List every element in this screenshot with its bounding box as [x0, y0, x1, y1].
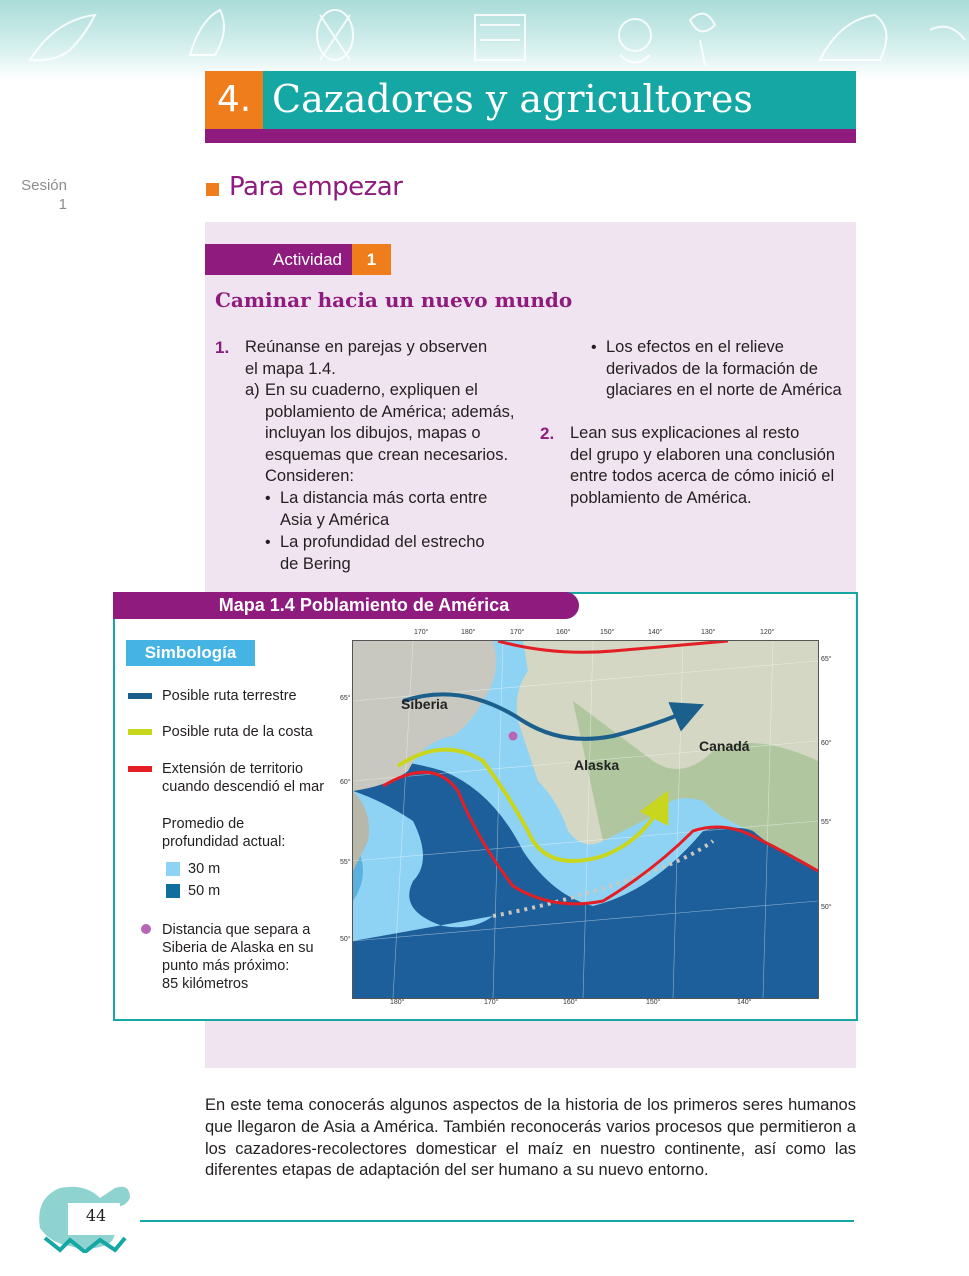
bering-map-graphic [353, 641, 818, 998]
legend-swatch-costa [128, 729, 152, 735]
tick-label: 65° [821, 656, 832, 663]
legend-50m: 50 m [188, 883, 221, 899]
legend-30m: 30 m [188, 861, 221, 877]
text-line: esquemas que crean necesarios. [265, 445, 509, 464]
text-line: glaciares en el norte de América [606, 381, 842, 400]
tick-label: 60° [340, 779, 351, 786]
decorative-drawings-icon [0, 0, 969, 80]
tick-label: 130° [701, 629, 716, 636]
tick-label: 55° [821, 819, 832, 826]
chapter-underline [205, 129, 856, 143]
tick-label: 150° [646, 999, 661, 1006]
text-line: profundidad actual: [162, 834, 286, 850]
text-line: Reúnanse en parejas y observen [245, 338, 488, 356]
bullet-icon: • [265, 534, 271, 551]
text-line: de Bering [280, 554, 351, 573]
legend-costa: Posible ruta de la costa [162, 724, 313, 740]
map-label-siberia: Siberia [401, 696, 448, 712]
text-line: Los efectos en el relieve [606, 338, 784, 356]
text-line: derivados de la formación de [606, 359, 818, 378]
text-line: Promedio de [162, 816, 245, 832]
tick-label: 160° [556, 629, 571, 636]
bullet-icon: • [265, 490, 271, 507]
legend-swatch-30m [166, 862, 180, 876]
activity-title: Caminar hacia un nuevo mundo [215, 288, 573, 312]
item-2-text [570, 423, 835, 509]
tick-label: 50° [821, 904, 832, 911]
text-line: La distancia más corta entre [280, 489, 488, 507]
legend-swatch-50m [166, 884, 180, 898]
tick-label: 60° [821, 740, 832, 747]
bullet-item [606, 337, 842, 402]
legend-terrestre: Posible ruta terrestre [162, 688, 297, 704]
legend-swatch-terrestre [128, 693, 152, 699]
tick-label: 65° [340, 695, 351, 702]
text-line: del grupo y elaboren una conclusión [570, 445, 836, 464]
tick-label: 120° [760, 629, 775, 636]
tick-label: 140° [648, 629, 663, 636]
bullet-icon: • [591, 339, 597, 356]
activity-label: Actividad [205, 244, 352, 275]
legend-dot-distancia [141, 924, 151, 934]
text-line: 85 kilómetros [162, 976, 249, 992]
item-2-number: 2. [540, 424, 555, 443]
map-title: Mapa 1.4 Poblamiento de América [113, 592, 579, 619]
text-line: En su cuaderno, expliquen el [265, 381, 478, 399]
session-number: 1 [58, 196, 67, 213]
tick-label: 50° [340, 936, 351, 943]
tick-label: 170° [414, 629, 429, 636]
section-title: Para empezar [229, 172, 403, 202]
text-line: entre todos acerca de cómo inició el [570, 467, 835, 486]
map-label-alaska: Alaska [574, 757, 620, 773]
tick-label: 150° [600, 629, 615, 636]
legend-profundidad [162, 815, 285, 851]
legend-title: Simbología [126, 640, 255, 666]
text-line: Extensión de territorio [162, 761, 304, 777]
footer-rule [140, 1220, 854, 1222]
page-number: 44 [85, 1206, 107, 1225]
item-1-number: 1. [215, 338, 230, 357]
map-label-canada: Canadá [699, 738, 750, 754]
text-line: Lean sus explicaciones al resto [570, 424, 800, 442]
tick-label: 180° [390, 999, 405, 1006]
text-line: incluyan los dibujos, mapas o [265, 424, 481, 443]
chapter-title: Cazadores y agricultores [272, 77, 753, 121]
tick-label: 140° [737, 999, 752, 1006]
text-line: poblamiento de América; además, [265, 402, 515, 421]
text-line: La profundidad del estrecho [280, 533, 485, 551]
session-marker [10, 176, 67, 214]
section-bullet-square [206, 183, 219, 196]
text-line: punto más próximo: [162, 958, 290, 974]
item-1-text [245, 337, 487, 380]
tick-label: 170° [510, 629, 525, 636]
bullet-item [280, 488, 487, 531]
text-line: el mapa 1.4. [245, 359, 336, 378]
bullet-item [280, 532, 485, 575]
legend-territorio [162, 760, 324, 796]
tick-label: 170° [484, 999, 499, 1006]
item-1a-marker: a) [245, 381, 260, 399]
legend-swatch-territorio [128, 766, 152, 772]
activity-number: 1 [352, 244, 391, 275]
tick-label: 180° [461, 629, 476, 636]
text-line: Siberia de Alaska en su [162, 940, 314, 956]
bering-map [352, 640, 819, 999]
legend-distancia [162, 921, 314, 993]
intro-paragraph: En este tema conocerás algunos aspectos de la historia de los primeros seres humanos que llegaron de Asia a América. También reconocerás varios procesos que permitieron a los cazadores-recolectores domesticar el maíz en nuestro continente, así como las diferentes etapas de adaptación del ser humano a su nuevo entorno. [205, 1096, 856, 1180]
session-label: Sesión [21, 177, 67, 194]
chapter-number: 4. [205, 71, 263, 129]
text-line: Consideren: [265, 467, 354, 486]
text-line: poblamiento de América. [570, 488, 752, 507]
tick-label: 160° [563, 999, 578, 1006]
text-line: Asia y América [280, 510, 390, 529]
text-line: cuando descendió el mar [162, 779, 325, 795]
text-line: Distancia que separa a [162, 922, 311, 938]
decorative-header-band [0, 0, 969, 80]
tick-label: 55° [340, 859, 351, 866]
item-1a-text [265, 380, 514, 488]
